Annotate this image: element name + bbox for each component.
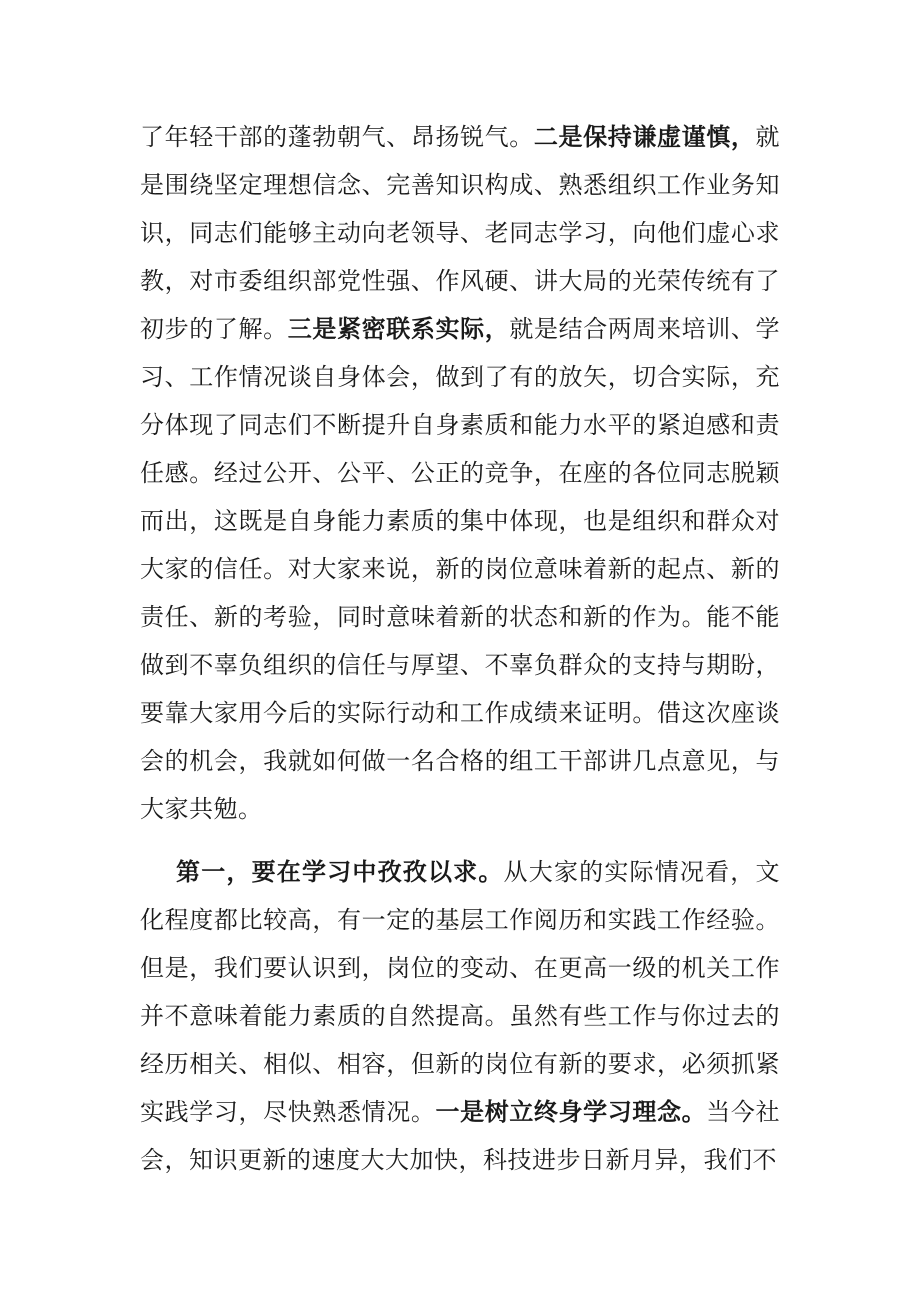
paragraph-1 bbox=[140, 113, 780, 833]
bold-heading: 三是紧密联系实际， bbox=[287, 315, 510, 343]
text-segment: 了年轻干部的蓬勃朝气、昂扬锐气。 bbox=[140, 123, 534, 151]
bold-heading: 第一，要在学习中孜孜以求。 bbox=[176, 858, 504, 886]
paragraph-2 bbox=[140, 848, 780, 1184]
text-segment: 当今社会，知识更新的速度大大加快，科技进步日新月异，我们不 bbox=[140, 1098, 781, 1174]
text-segment: 就是围绕坚定理想信念、完善知识构成、熟悉组织工作业务知识，同志们能够主动向老领导、老同志学习，向他们虚心求教，对市委组织部党性强、作风硬、讲大局的光荣传统有了初步的了解。 bbox=[140, 123, 781, 343]
bold-heading: 二是保持谦虚谨慎， bbox=[533, 123, 756, 151]
bold-heading: 一是树立终身学习理念。 bbox=[435, 1098, 707, 1126]
text-segment: 从大家的实际情况看，文化程度都比较高，有一定的基层工作阅历和实践工作经验。但是，我们要认识到，岗位的变动、在更高一级的机关工作并不意味着能力素质的自然提高。虽然有些工作与你过去的经历相关、相似、相容，但新的岗位有新的要求，必须抓紧实践学习，尽快熟悉情况。 bbox=[140, 858, 781, 1126]
text-segment: 就是结合两周来培训、学习、工作情况谈自身体会，做到了有的放矢，切合实际，充分体现了同志们不断提升自身素质和能力水平的紧迫感和责任感。经过公开、公平、公正的竞争，在座的各位同志脱颖而出，这既是自身能力素质的集中体现，也是组织和群众对大家的信任。对大家来说，新的岗位意味着新的起点、新的责任、新的考验，同时意味着新的状态和新的作为。能不能做到不辜负组织的信任与厚望、不辜负群众的支持与期盼，要靠大家用今后的实际行动和工作成绩来证明。借这次座谈会的机会，我就如何做一名合格的组工干部讲几点意见，与大家共勉。 bbox=[140, 315, 781, 823]
